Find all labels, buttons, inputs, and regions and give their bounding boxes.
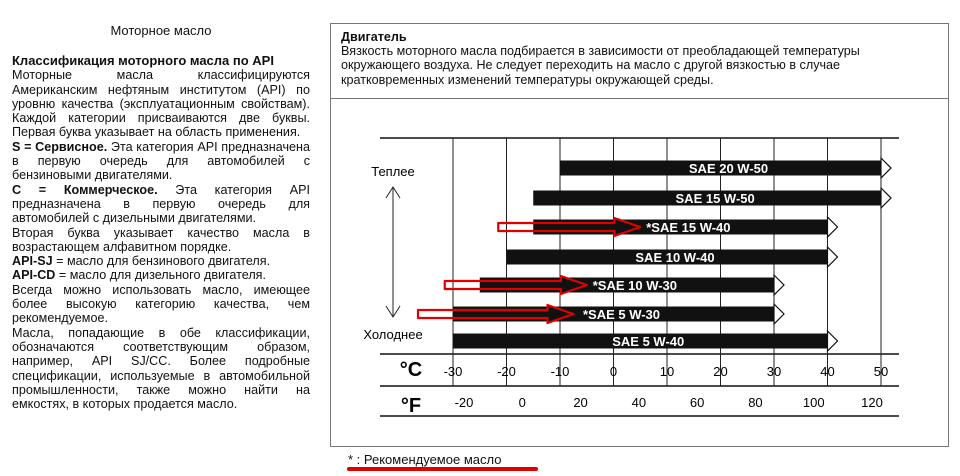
s-paragraph — [12, 140, 310, 183]
celsius-tick: 0 — [609, 364, 618, 379]
cd-term: API-CD — [12, 268, 56, 283]
celsius-tick: -10 — [550, 364, 570, 379]
fahrenheit-tick: -20 — [454, 395, 474, 410]
bar-arrowhead-4 — [828, 247, 838, 267]
bar-label-6: *SAE 5 W-30 — [582, 307, 661, 322]
api-subtitle: Классификация моторного масла по API — [12, 53, 274, 69]
fahrenheit-unit: °F — [400, 395, 422, 417]
bar-arrowhead-5 — [774, 275, 784, 295]
celsius-tick: 10 — [659, 364, 675, 379]
api-intro: Моторные масла классифицируются Американским нефтяным институтом (API) по уровню качества (эксплуатационным свойствам). Каждой категории присваиваются две буквы. Первая буква указывает на область применения. — [12, 68, 310, 140]
celsius-tick: -30 — [443, 364, 463, 379]
warmer-label: Теплее — [371, 164, 415, 179]
sj-paragraph — [12, 254, 310, 268]
celsius-tick: 50 — [873, 364, 889, 379]
bar-arrowhead-3 — [828, 217, 838, 237]
fahrenheit-tick: 0 — [518, 395, 526, 410]
fahrenheit-tick: 120 — [861, 395, 883, 410]
engine-note-text: Вязкость моторного масла подбирается в зависимости от преобладающей температуры окружающего воздуха. Не следует переходить на масло с другой вязкостью в случае кратковременных изменений температуры окружающей среды. — [341, 44, 860, 87]
second-letter-paragraph: Вторая буква указывает качество масла в возрастающем алфавитном порядке. — [12, 225, 310, 254]
sj-term: API-SJ — [12, 254, 53, 269]
fahrenheit-tick: 20 — [573, 395, 588, 410]
celsius-unit: °C — [399, 359, 423, 381]
recommended-footnote: * : Рекомендуемое масло — [348, 452, 502, 467]
viscosity-chart — [331, 24, 948, 446]
bar-label-5: *SAE 10 W-30 — [592, 278, 678, 293]
celsius-tick: 30 — [766, 364, 782, 379]
bar-label-7: SAE 5 W-40 — [612, 334, 685, 349]
left-column — [12, 24, 310, 411]
c-text: Эта категория API предназначена в первую очередь для автомобилей с дизельными двигателями. — [12, 182, 310, 226]
celsius-tick: 20 — [713, 364, 728, 379]
celsius-tick: 40 — [820, 364, 835, 379]
celsius-tick: -20 — [497, 364, 516, 379]
section-heading: Моторное масло — [110, 23, 212, 38]
colder-label: Холоднее — [363, 327, 423, 342]
footnote-underline — [347, 467, 538, 471]
bar-arrowhead-1 — [881, 158, 891, 178]
bar-label-1: SAE 20 W-50 — [688, 161, 769, 176]
cd-text: = масло для дизельного двигателя. — [55, 268, 266, 283]
higher-category-paragraph: Всегда можно использовать масло, имеющее более высокую категорию качества, чем рекомендуемое. — [12, 282, 310, 326]
cd-paragraph — [12, 268, 310, 282]
bar-arrowhead-6 — [774, 304, 784, 324]
bar-label-4: SAE 10 W-40 — [635, 250, 715, 265]
sj-text: = масло для бензинового двигателя. — [52, 254, 271, 269]
fahrenheit-tick: 40 — [631, 395, 647, 410]
fahrenheit-tick: 80 — [748, 395, 763, 410]
fahrenheit-tick: 100 — [802, 395, 825, 410]
bar-label-2: SAE 15 W-50 — [675, 191, 755, 206]
bar-arrowhead-7 — [828, 331, 838, 351]
bar-label-3: *SAE 15 W-40 — [646, 220, 731, 235]
c-term: C = Коммерческое. — [12, 182, 158, 197]
fahrenheit-tick: 60 — [689, 395, 705, 410]
engine-panel — [330, 23, 949, 447]
s-text: Эта категория API предназначена в первую очередь для автомобилей с бензиновыми двигателями. — [12, 139, 311, 183]
c-paragraph — [12, 183, 310, 226]
s-term: S = Сервисное. — [12, 139, 108, 154]
both-classifications-paragraph: Масла, попадающие в обе классификации, обозначаются соответствующим образом, например, API SJ/CC. Более подробные спецификации, используемые в автомобильной промышленности, также можно найти на емкостях, в которых продается масло. — [12, 325, 310, 412]
engine-note-title: Двигатель — [341, 30, 407, 44]
bar-arrowhead-2 — [881, 188, 891, 208]
